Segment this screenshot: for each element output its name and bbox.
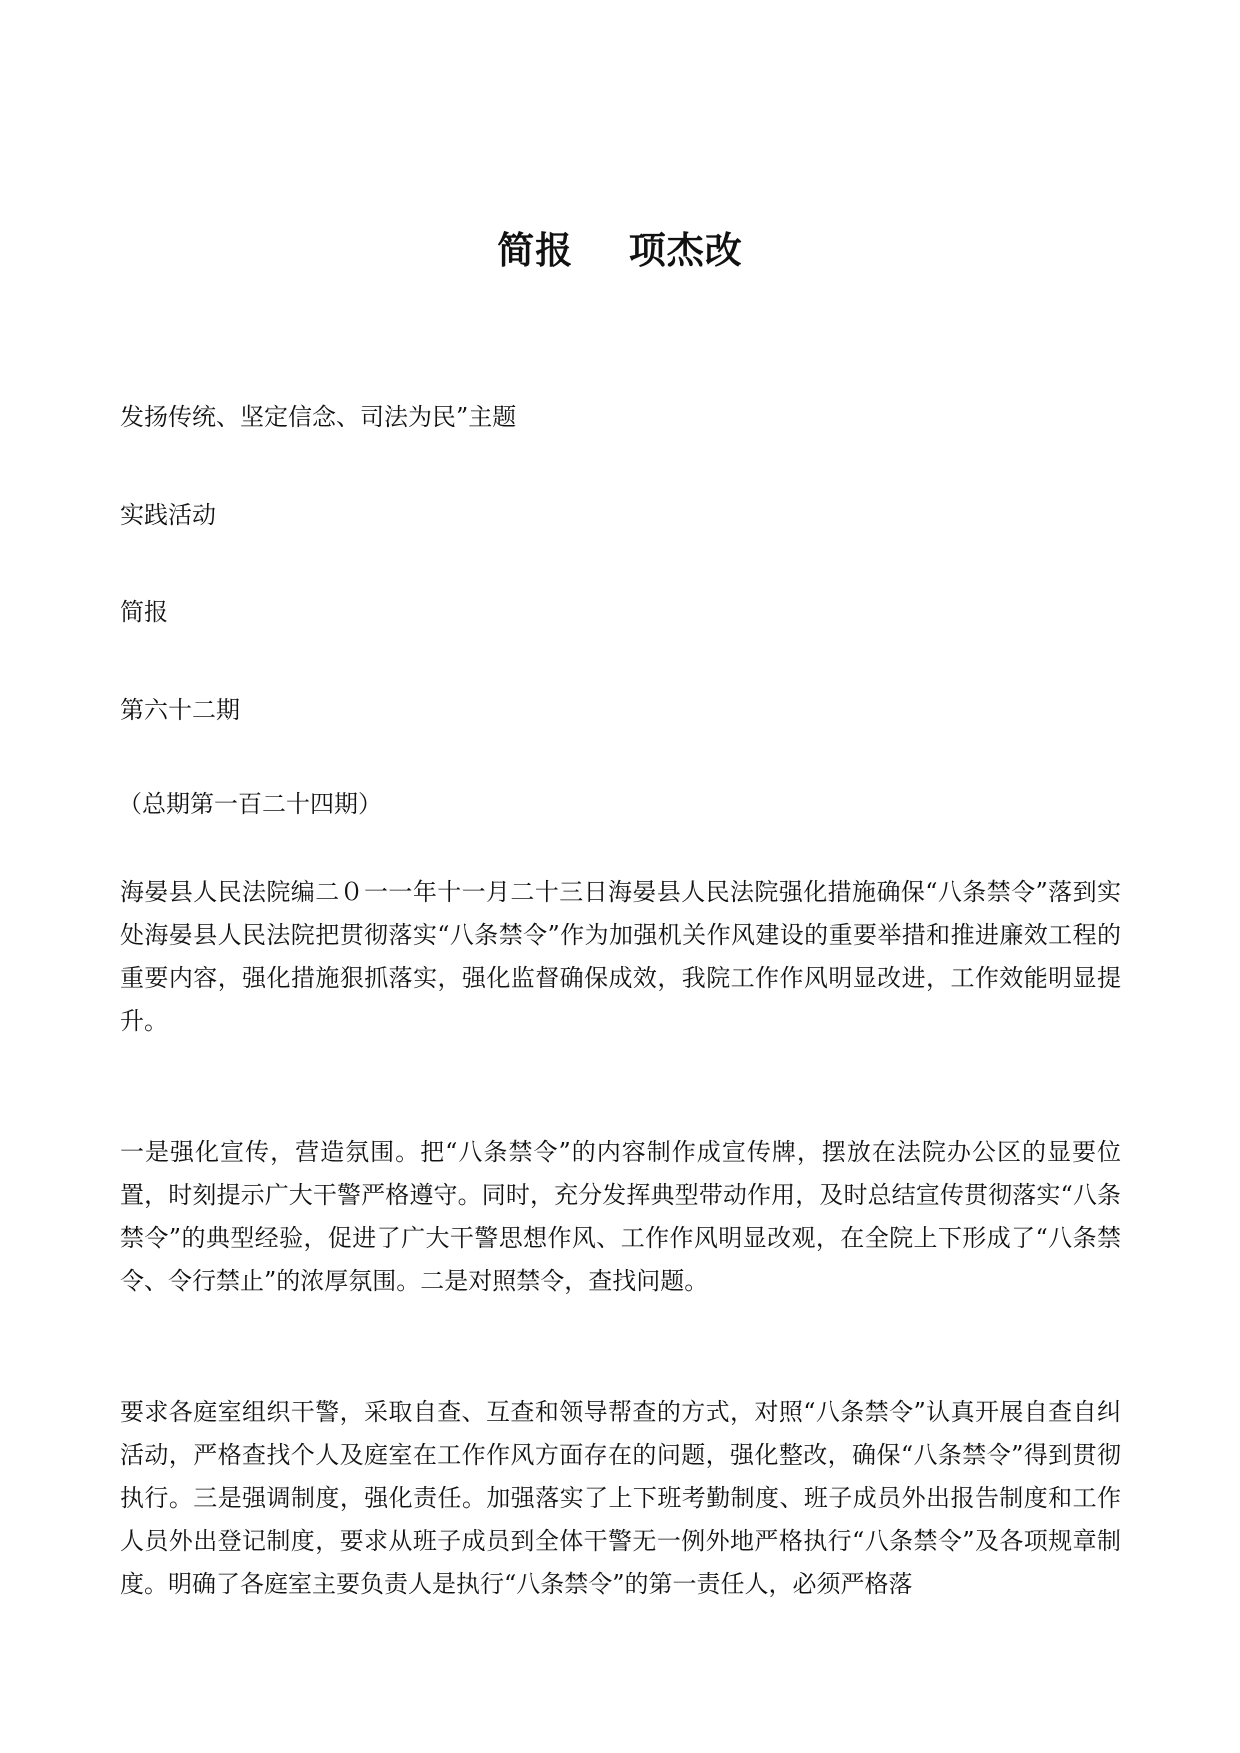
total-issue-number: （总期第一百二十四期） (118, 790, 382, 818)
activity-line: 实践活动 (120, 501, 216, 529)
paragraph-intro: 海晏县人民法院编二０一一年十一月二十三日海晏县人民法院强化措施确保“八条禁令”落到实处海晏县人民法院把贯彻落实“八条禁令”作为加强机关作风建设的重要举措和推进廉效工程的重要内容，强化措施狠抓落实，强化监督确保成效，我院工作作风明显改进，工作效能明显提升。 (120, 878, 1121, 1035)
document-title: 简报 项杰改 (497, 228, 743, 272)
briefing-label: 简报 (120, 598, 168, 626)
issue-number: 第六十二期 (120, 696, 240, 724)
paragraph-measures-one-two: 一是强化宣传，营造氛围。把“八条禁令”的内容制作成宣传牌，摆放在法院办公区的显要位置，时刻提示广大干警严格遵守。同时，充分发挥典型带动作用，及时总结宣传贯彻落实“八条禁令”的典型经验，促进了广大干警思想作风、工作作风明显改观，在全院上下形成了“八条禁令、令行禁止”的浓厚氛围。二是对照禁令，查找问题。 (120, 1138, 1121, 1295)
paragraph-measures-two-three: 要求各庭室组织干警，采取自查、互查和领导帮查的方式，对照“八条禁令”认真开展自查自纠活动，严格查找个人及庭室在工作作风方面存在的问题，强化整改，确保“八条禁令”得到贯彻执行。三是强调制度，强化责任。加强落实了上下班考勤制度、班子成员外出报告制度和工作人员外出登记制度，要求从班子成员到全体干警无一例外地严格执行“八条禁令”及各项规章制度。明确了各庭室主要负责人是执行“八条禁令”的第一责任人，必须严格落 (120, 1398, 1121, 1598)
theme-line: 发扬传统、坚定信念、司法为民”主题 (120, 403, 517, 431)
